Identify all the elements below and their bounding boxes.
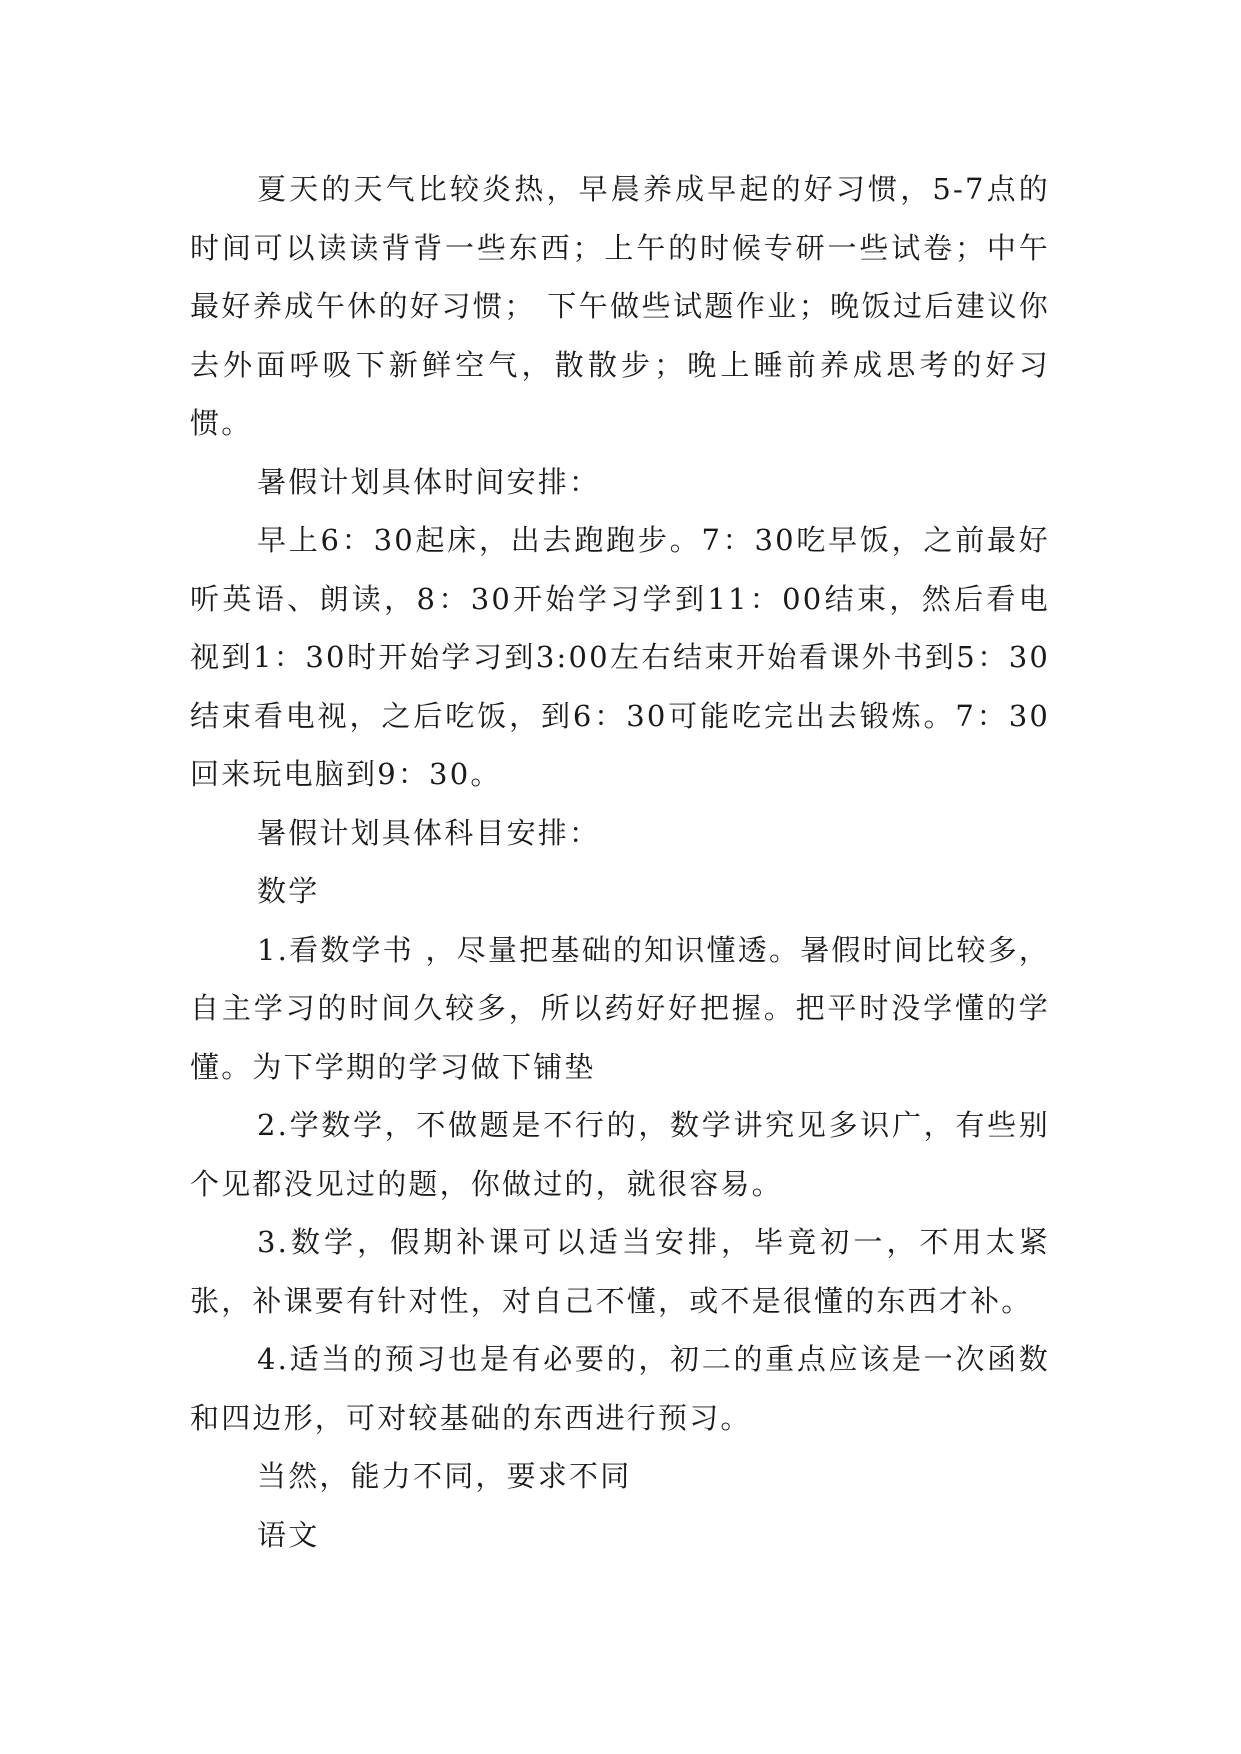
heading-math: 数学	[257, 874, 320, 908]
heading-subject-schedule: 暑假计划具体科目安排：	[257, 815, 601, 850]
math-item-4: 4.适当的预习也是有必要的，初二的重点应该是一次函数和四边形，可对较基础的东西进行预习。	[190, 1342, 1050, 1435]
paragraph-summer-habits: 夏天的天气比较炎热，早晨养成早起的好习惯，5-7点的时间可以读读背背一些东西；上午的时候专研一些试卷；中午最好养成午休的好习惯； 下午做些试题作业；晚饭过后建议你去外面呼吸下新鲜空气，散散步；晚上睡前养成思考的好习惯。	[190, 172, 1050, 440]
heading-chinese: 语文	[257, 1517, 320, 1552]
math-item-2: 2.学数学，不做题是不行的，数学讲究见多识广，有些别个见都没见过的题，你做过的，就很容易。	[190, 1108, 1050, 1201]
heading-time-schedule: 暑假计划具体时间安排：	[257, 464, 601, 499]
paragraph-daily-schedule: 早上6：30起床，出去跑跑步。7：30吃早饭，之前最好听英语、朗读，8：30开始学习学到11：00结束，然后看电视到1：30时开始学习到3:00左右结束开始看课外书到5：30结束看电视，之后吃饭，到6：30可能吃完出去锻炼。7：30回来玩电脑到9：30。	[190, 523, 1050, 791]
paragraph-ability-note: 当然，能力不同，要求不同	[257, 1459, 632, 1493]
math-item-3: 3.数学，假期补课可以适当安排，毕竟初一，不用太紧张，补课要有针对性，对自己不懂，或不是很懂的东西才补。	[190, 1225, 1050, 1318]
math-item-1: 1.看数学书 ，尽量把基础的知识懂透。暑假时间比较多，自主学习的时间久较多，所以药好好把握。把平时没学懂的学懂。为下学期的学习做下铺垫	[190, 932, 1050, 1084]
document-body	[190, 160, 1050, 1564]
